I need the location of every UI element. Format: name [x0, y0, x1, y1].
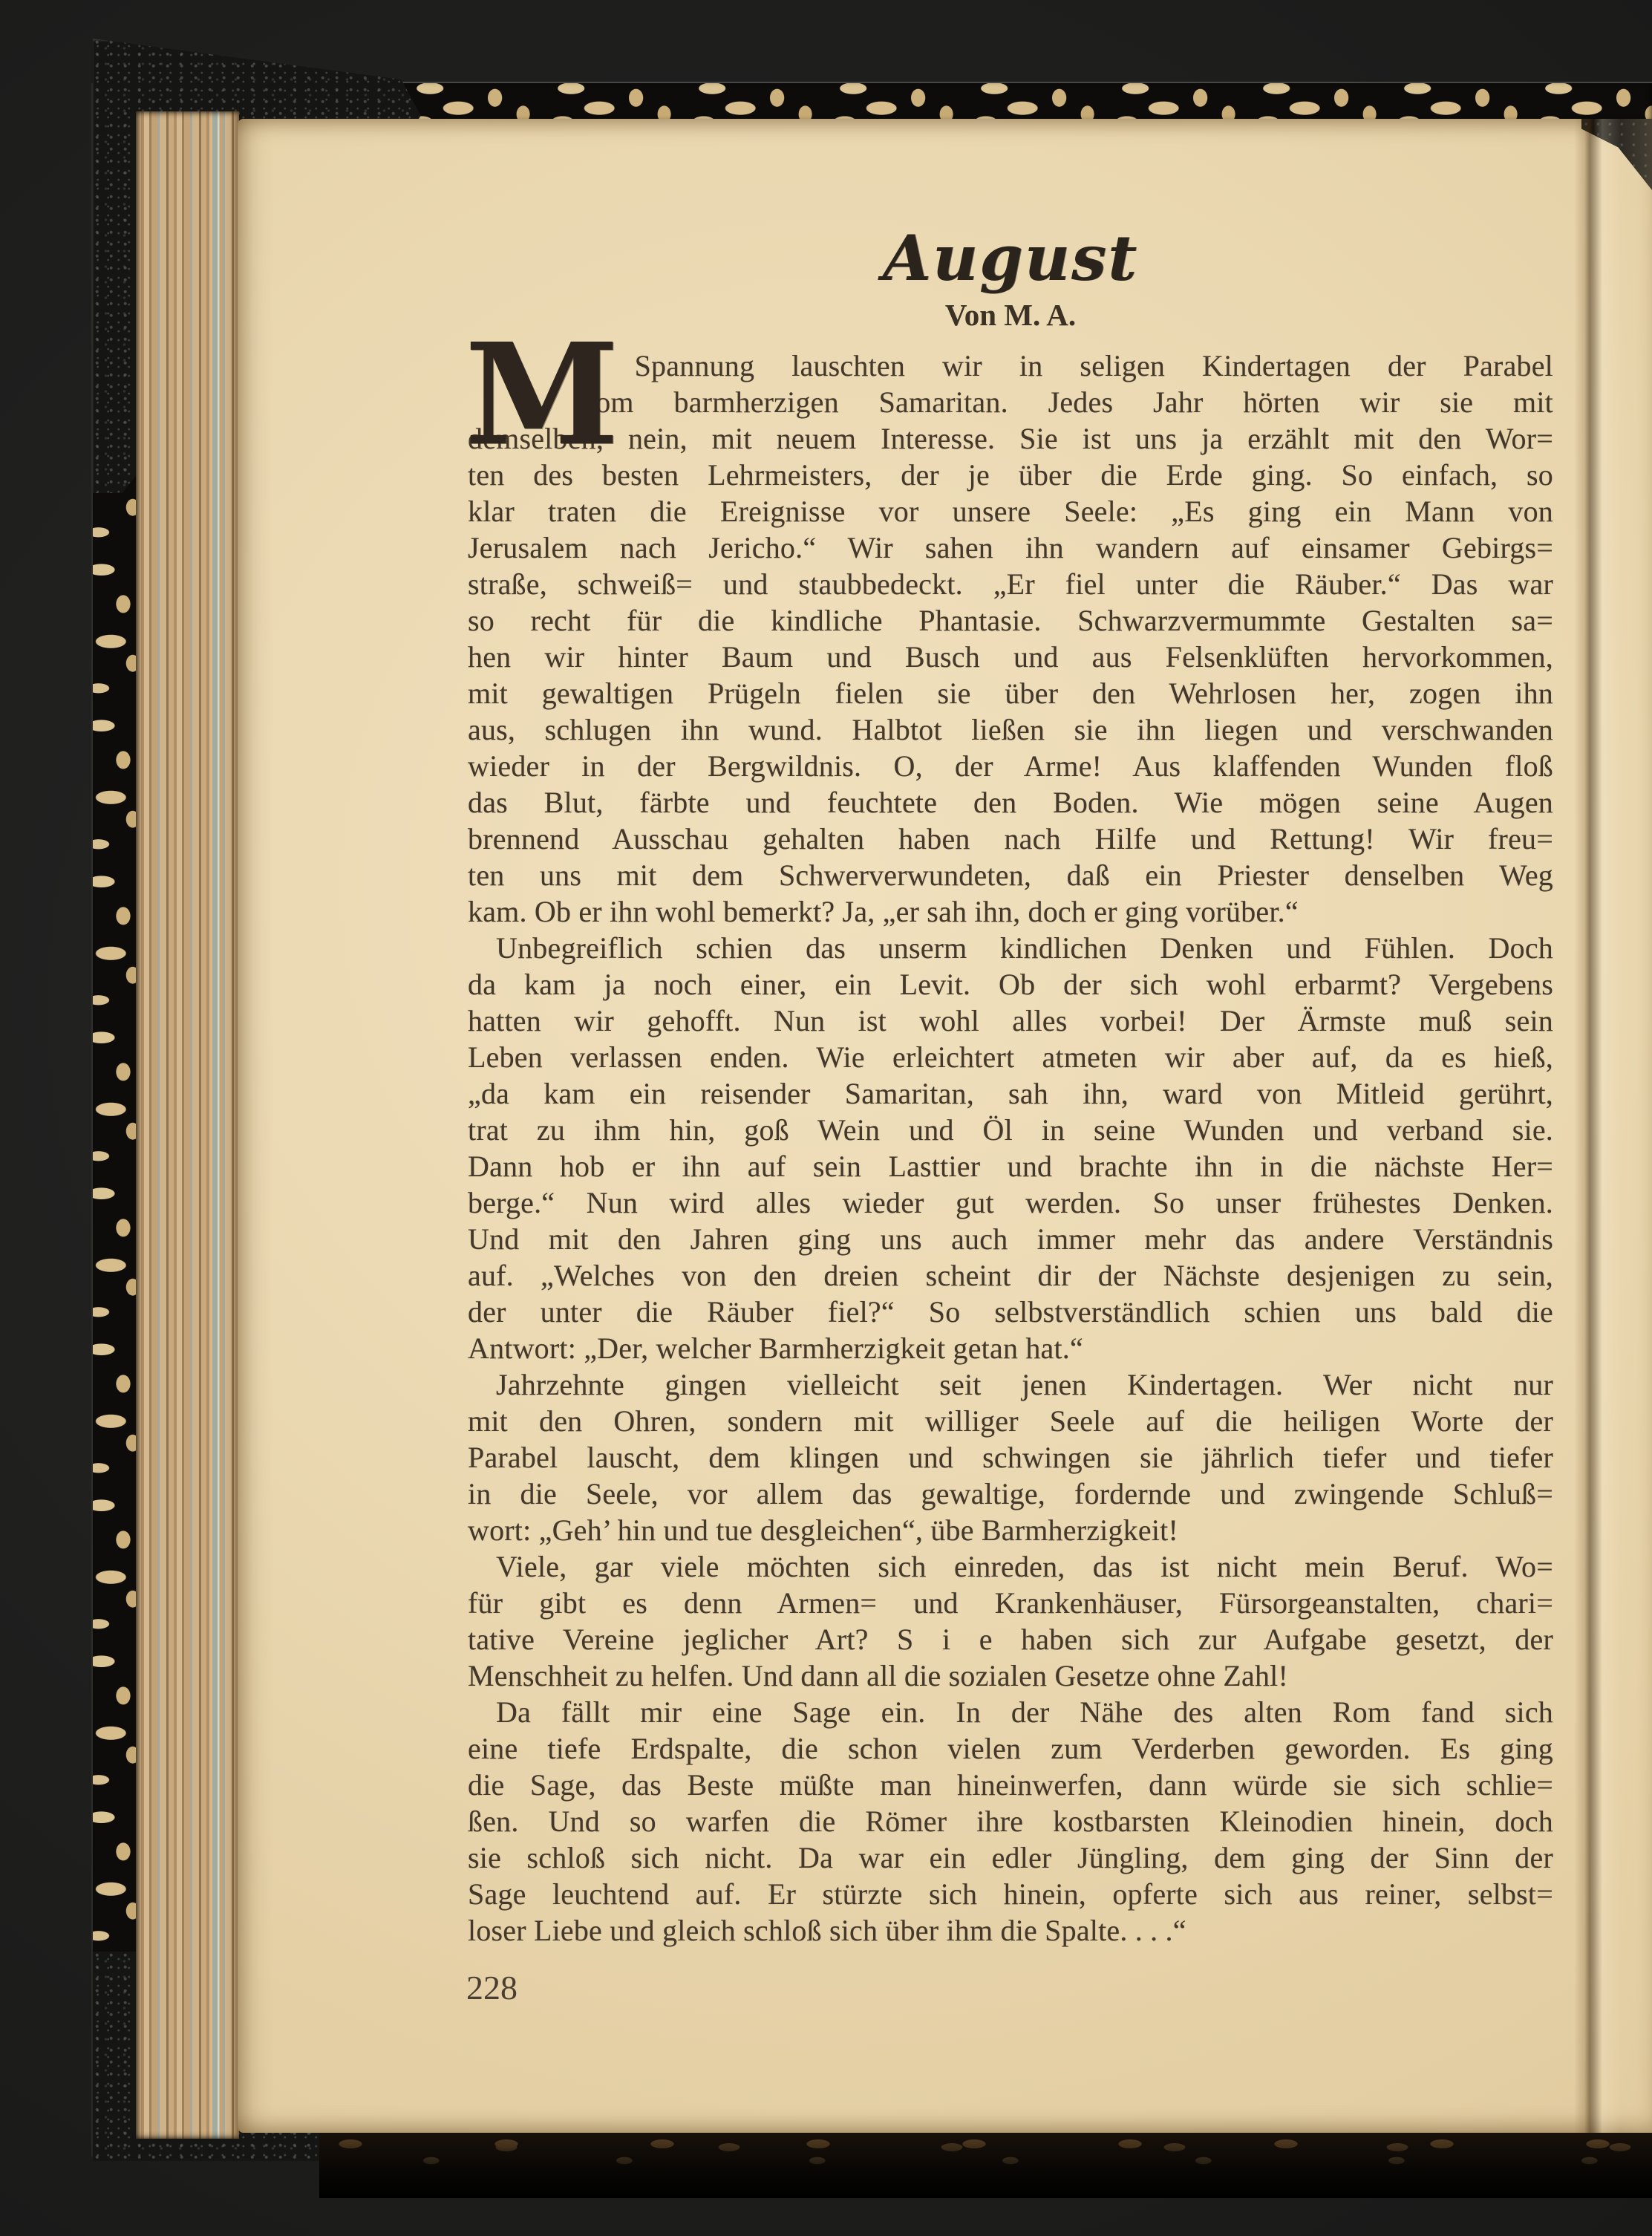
text-line: hatten wir gehofft. Nun ist wohl alles vorbei! Der Ärmste muß sein [468, 1004, 1553, 1037]
text-line: in die Seele, vor allem das gewaltige, fordernde und zwingende Schluß= [468, 1477, 1553, 1510]
text-line: „da kam ein reisender Samaritan, sah ihn, ward von Mitleid gerührt, [468, 1077, 1553, 1110]
text-line: das Blut, färbte und feuchtete den Boden. Wie mögen seine Augen [468, 786, 1553, 819]
text-line: mit gewaltigen Prügeln fielen sie über den Wehrlosen her, zogen ihn [468, 677, 1553, 710]
text-line: da kam ja noch einer, ein Levit. Ob der sich wohl erbarmt? Vergebens [468, 968, 1553, 1001]
page-title: August [882, 221, 1139, 295]
text-line: Sage leuchtend auf. Er stürzte sich hinein, opferte sich aus reiner, selbst= [468, 1877, 1553, 1911]
text-line: berge.“ Nun wird alles wieder gut werden. So unser frühestes Denken. [468, 1186, 1553, 1219]
page-content [465, 119, 1553, 1949]
text-line: Dann hob er ihn auf sein Lasttier und brachte ihn in die nächste Her= [468, 1150, 1553, 1183]
byline: Von M. A. [944, 298, 1077, 332]
text-line: brennend Ausschau gehalten haben nach Hilfe und Rettung! Wir freu= [468, 822, 1553, 855]
text-line: tative Vereine jeglicher Art? S i e haben sich zur Aufgabe gesetzt, der [468, 1623, 1553, 1656]
text-line: die Sage, das Beste müßte man hineinwerfen, dann würde sie sich schlie= [468, 1768, 1553, 1802]
text-line: aus, schlugen ihn wund. Halbtot ließen sie ihn liegen und verschwanden [468, 713, 1553, 746]
text-line: Leben verlassen enden. Wie erleichtert atmeten wir aber auf, da es hieß, [468, 1040, 1553, 1074]
drop-cap-letter: M [465, 313, 620, 477]
text-line: hen wir hinter Baum und Busch und aus Felsenklüften hervorkommen, [468, 640, 1553, 674]
text-line: trat zu ihm hin, goß Wein und Öl in seine Wunden und verband sie. [468, 1113, 1553, 1147]
text-line: wort: „Geh’ hin und tue desgleichen“, übe Barmherzigkeit! [468, 1513, 1178, 1547]
text-line: klar traten die Ereignisse vor unsere Seele: „Es ging ein Mann von [468, 495, 1553, 528]
text-line: straße, schweiß= und staubbedeckt. „Er fiel unter die Räuber.“ Das war [468, 567, 1553, 601]
text-line: wieder in der Bergwildnis. O, der Arme! Aus klaffenden Wunden floß [468, 749, 1553, 783]
text-line: eine tiefe Erdspalte, die schon vielen zum Verderben geworden. Es ging [468, 1732, 1553, 1765]
text-line: Antwort: „Der, welcher Barmherzigkeit getan hat.“ [468, 1332, 1083, 1365]
drop-cap [465, 313, 620, 477]
text-line: mit den Ohren, sondern mit williger Seele auf die heiligen Worte der [468, 1404, 1553, 1438]
paragraph [468, 1366, 1553, 1548]
text-line: für gibt es denn Armen= und Krankenhäuser, Fürsorgeanstalten, chari= [468, 1586, 1553, 1620]
text-line: Viele, gar viele möchten sich einreden, das ist nicht mein Beruf. Wo= [496, 1550, 1553, 1583]
text-line: Und mit den Jahren ging uns auch immer mehr das andere Verständnis [468, 1222, 1553, 1256]
text-line: loser Liebe und gleich schloß sich über ihm die Spalte. . . .“ [468, 1914, 1186, 1947]
text-line: Jerusalem nach Jericho.“ Wir sahen ihn wandern auf einsamer Gebirgs= [468, 531, 1553, 564]
text-line: Parabel lauscht, dem klingen und schwingen sie jährlich tiefer und tiefer [468, 1441, 1553, 1474]
text-line: ten des besten Lehrmeisters, der je über die Erde ging. So einfach, so [468, 458, 1553, 492]
text-line: der unter die Räuber fiel?“ So selbstverständlich schien uns bald die [468, 1295, 1553, 1329]
paragraph [468, 1694, 1553, 1949]
paragraph [468, 1548, 1553, 1694]
paragraph [468, 930, 1553, 1366]
book-page [238, 119, 1652, 2133]
text-line: Unbegreiflich schien das unserm kindlichen Denken und Fühlen. Doch [496, 931, 1553, 965]
text-line: ten uns mit dem Schwerverwundeten, daß ein Priester denselben Weg [468, 858, 1553, 892]
text-line: demselben, nein, mit neuem Interesse. Sie ist uns ja erzählt mit den Wor= [468, 422, 1553, 455]
text-line: it Spannung lauschten wir in seligen Kindertagen der Parabel [581, 349, 1553, 382]
text-line: Menschheit zu helfen. Und dann all die sozialen Gesetze ohne Zahl! [468, 1659, 1289, 1692]
text-line: vom barmherzigen Samaritan. Jedes Jahr hörten wir sie mit [581, 385, 1553, 419]
book-cover-bottom-edge [319, 2124, 1652, 2198]
page-number: 228 [466, 1969, 518, 2007]
text-line: ßen. Und so warfen die Römer ihre kostbarsten Kleinodien hinein, doch [468, 1805, 1553, 1838]
page-block-edges [136, 111, 239, 2139]
text-line: Da fällt mir eine Sage ein. In der Nähe des alten Rom fand sich [496, 1695, 1553, 1729]
text-line: kam. Ob er ihn wohl bemerkt? Ja, „er sah ihn, doch er ging vorüber.“ [468, 895, 1299, 928]
text-line: auf. „Welches von den dreien scheint dir der Nächste desjenigen zu sein, [468, 1259, 1553, 1292]
text-line: so recht für die kindliche Phantasie. Schwarzvermummte Gestalten sa= [468, 604, 1553, 637]
text-line: sie schloß sich nicht. Da war ein edler Jüngling, dem ging der Sinn der [468, 1841, 1553, 1874]
text-line: Jahrzehnte gingen vielleicht seit jenen Kindertagen. Wer nicht nur [496, 1368, 1553, 1401]
